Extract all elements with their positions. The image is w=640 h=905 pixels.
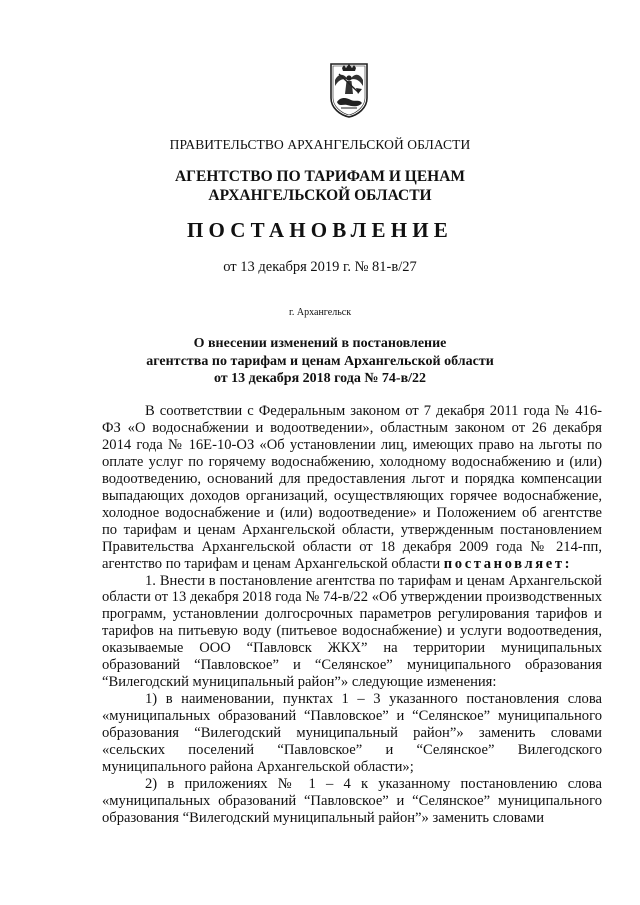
issue-city: г. Архангельск — [288, 307, 352, 318]
agency-name — [0, 167, 640, 205]
preamble-text: В соответствии с Федеральным законом от 7 декабря 2011 года № 416-ФЗ «О водоснабжении и водоотведении», областным законом от 26 декабря 2014 года № 16Е-10-ОЗ «Об установлении лиц, имеющих право на льготы по оплате услуг по горячему водоснабжению, холодному водоснабжению и (или) водоотведению, оснований для предоставления льгот и порядка компенсации выпадающих доходов организаций, осуществляющих горячее водоснабжение, холодное водоснабжение и (или) водоотведение» и Положением об агентстве по тарифам и ценам Архангельской области, утвержденным постановлением Правительства Архангельской области от 18 декабря 2009 года № 214-пп, агентство по тарифам и ценам Архангельской области — [102, 403, 602, 572]
decree-word: постановляет: — [443, 555, 573, 572]
agency-name-line1: АГЕНТСТВО ПО ТАРИФАМ И ЦЕНАМ — [174, 168, 466, 185]
subject-line2: агентства по тарифам и ценам Архангельской области — [146, 353, 494, 369]
government-name: ПРАВИТЕЛЬСТВО АРХАНГЕЛЬСКОЙ ОБЛАСТИ — [169, 137, 471, 152]
document-type-title: ПОСТАНОВЛЕНИЕ — [186, 218, 454, 242]
document-subject — [0, 335, 640, 388]
archangel-coat-of-arms-icon — [327, 62, 371, 118]
document-body — [102, 403, 602, 827]
subject-line1: О внесении изменений в постановление — [193, 336, 447, 351]
item-1-paragraph: 1. Внести в постановление агентства по тарифам и ценам Архангельской области от 13 декабря 2018 года № 74-в/22 «Об утверждении производственных программ, установлении долгосрочных параметров регулирования тарифов и тарифов на питьевую воду (питьевое водоснабжение) и услуги водоотведения, оказываемые ООО “Павловск ЖКХ” на территории муниципальных образований “Павловское” и “Селянское” муниципального образования “Вилегодский муниципальный район”» следующие изменения: — [102, 572, 602, 691]
item-1-2-paragraph: 2) в приложениях № 1 – 4 к указанному постановлению слова «муниципальных образований “Павловское” и “Селянское” муниципального образования “Вилегодский муниципальный район”» заменить словами — [102, 775, 602, 826]
item-1-1-paragraph: 1) в наименовании, пунктах 1 – 3 указанного постановления слова «муниципальных образований “Павловское” и “Селянское” муниципального образования “Вилегодский муниципальный район”» заменить словами «сельских поселений “Павловское” и “Селянское” Вилегодского муниципального района Архангельской области»; — [102, 691, 602, 776]
document-dateline: от 13 декабря 2019 г. № 81-в/27 — [223, 259, 417, 275]
subject-line3: от 13 декабря 2018 года № 74-в/22 — [213, 371, 427, 386]
agency-name-line2: АРХАНГЕЛЬСКОЙ ОБЛАСТИ — [208, 187, 432, 204]
preamble-paragraph — [102, 403, 602, 573]
